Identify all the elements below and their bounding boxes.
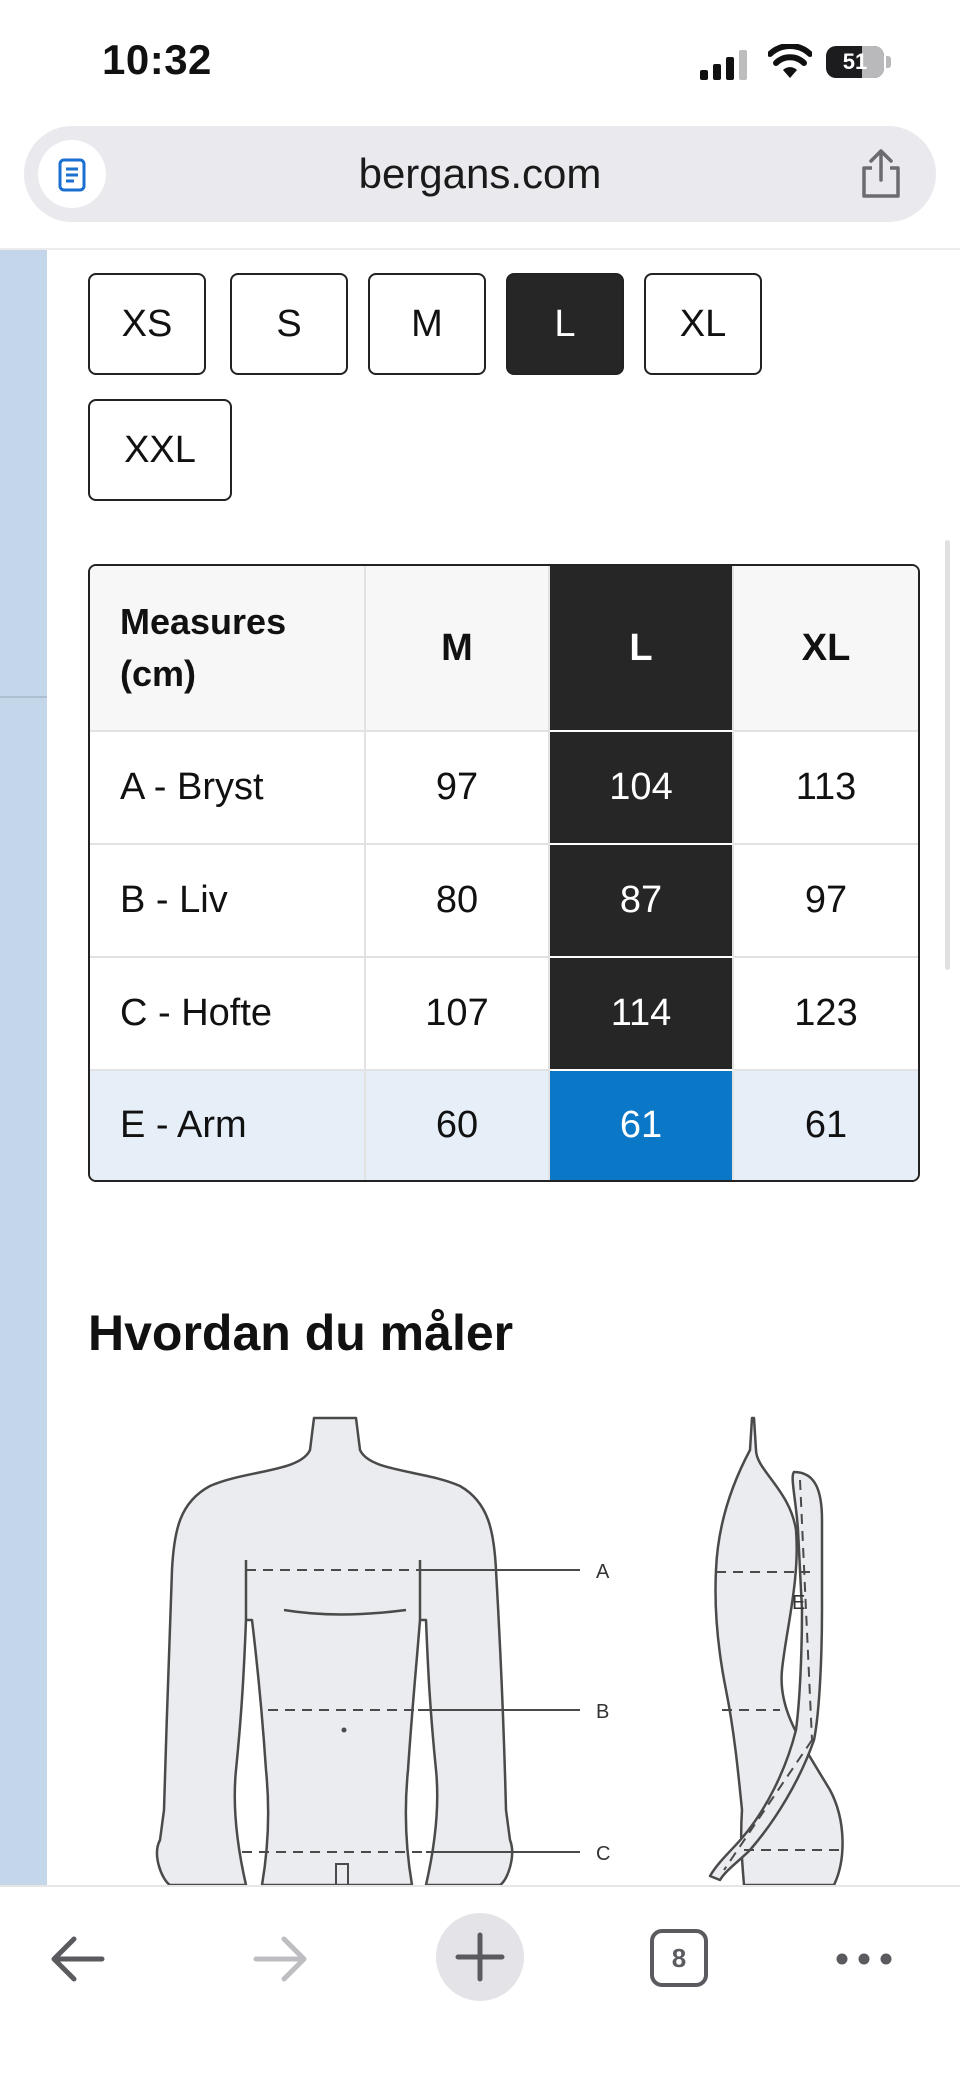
diagram-label-b: B [596,1701,610,1723]
forward-arrow-icon[interactable] [248,1917,312,2001]
share-icon[interactable] [856,148,906,200]
size-chart-table [88,564,920,1182]
status-time: 10:32 [102,36,212,83]
size-button-xl[interactable]: XL [644,273,762,375]
side-panel-strip [0,250,47,1885]
header-size-l: L [550,566,734,732]
table-header-row [90,566,918,732]
size-button-s[interactable]: S [230,273,348,375]
browser-toolbar [0,1885,960,2080]
how-to-measure-title: Hvordan du måler [88,1305,514,1361]
new-tab-button[interactable] [436,1913,524,2001]
table-row [90,732,918,845]
cellular-signal-icon [700,50,752,80]
cell-l: 104 [550,732,734,845]
cell-xl: 61 [734,1071,918,1180]
size-button-xs[interactable]: XS [88,273,206,375]
url-text[interactable]: bergans.com [358,150,602,197]
header-divider [0,248,960,250]
size-button-xxl[interactable]: XXL [88,399,232,501]
cell-m: 97 [366,732,550,845]
row-label: C - Hofte [90,958,366,1071]
more-options-icon[interactable] [834,1917,894,2001]
battery-level: 51 [842,49,868,74]
size-button-m[interactable]: M [368,273,486,375]
diagram-label-a: A [596,1561,610,1583]
table-row-highlighted [90,1071,918,1180]
cell-xl: 97 [734,845,918,958]
tab-switcher-button[interactable]: 8 [650,1929,708,1987]
cell-l: 61 [550,1071,734,1180]
measurement-diagram [150,1410,870,1885]
header-size-m: M [366,566,550,732]
cell-xl: 113 [734,732,918,845]
cell-m: 60 [366,1071,550,1180]
header-measures: Measures (cm) [90,566,366,732]
status-bar [0,0,960,120]
scrollbar[interactable] [945,540,950,970]
battery-icon [826,46,892,80]
reader-mode-button[interactable] [38,140,106,208]
row-label: B - Liv [90,845,366,958]
document-icon [58,158,86,192]
cell-l: 114 [550,958,734,1071]
diagram-label-c: C [596,1843,611,1865]
back-arrow-icon[interactable] [46,1917,110,2001]
side-panel-divider [0,696,47,698]
diagram-label-e: E [792,1592,806,1614]
table-row [90,845,918,958]
header-size-xl: XL [734,566,918,732]
cell-l: 87 [550,845,734,958]
table-row [90,958,918,1071]
size-button-l[interactable]: L [506,273,624,375]
row-label: A - Bryst [90,732,366,845]
row-label: E - Arm [90,1071,366,1180]
cell-m: 107 [366,958,550,1071]
wifi-icon [768,44,812,80]
cell-m: 80 [366,845,550,958]
address-bar[interactable] [24,126,936,222]
cell-xl: 123 [734,958,918,1071]
plus-icon [436,1913,524,2001]
